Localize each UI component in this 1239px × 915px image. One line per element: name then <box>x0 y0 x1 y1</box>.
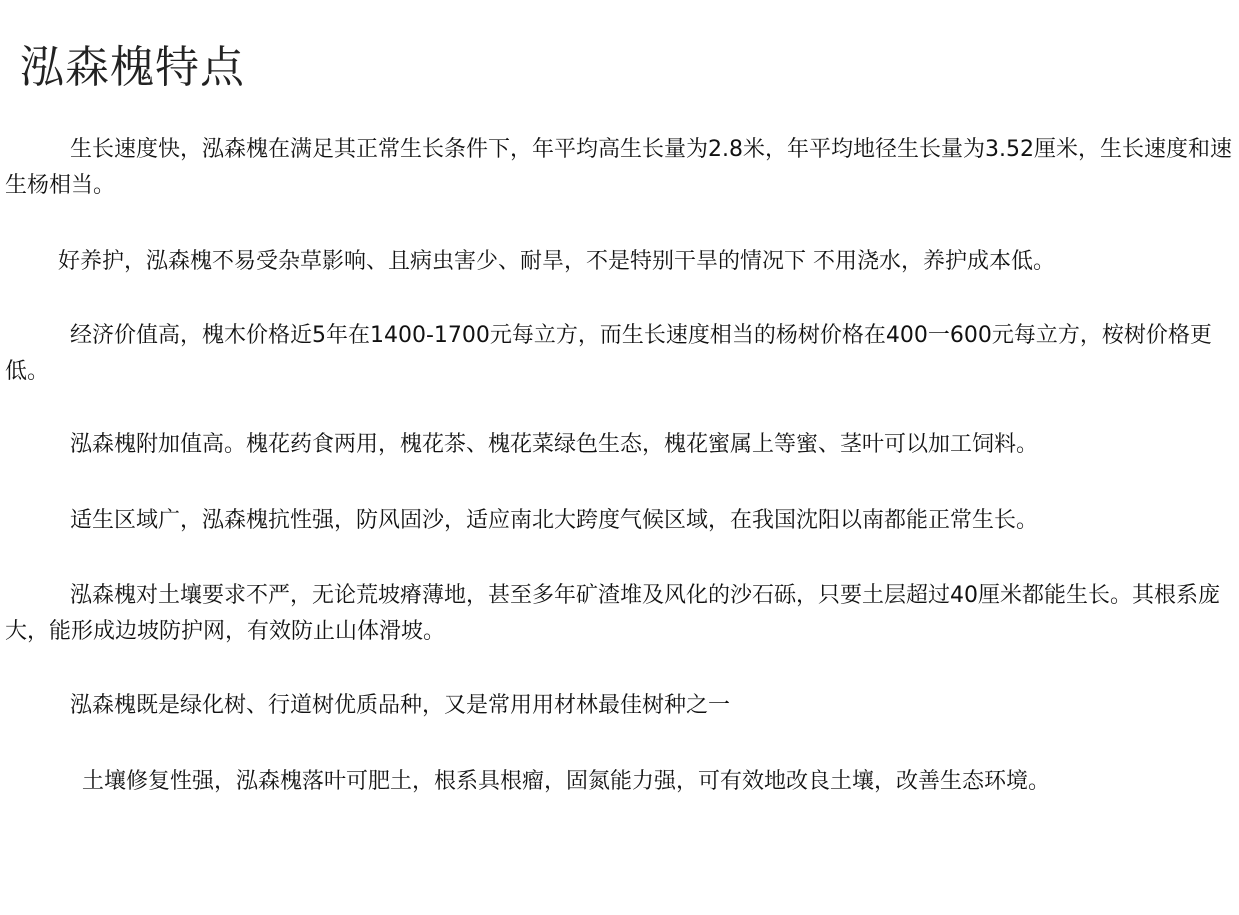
paragraph-easy-maintenance: 好养护，泓森槐不易受杂草影响、且病虫害少、耐旱，不是特别干旱的情况下 不用浇水，养护成本低。 <box>58 249 1055 274</box>
paragraph-soil-requirements: 泓森槐对土壤要求不严，无论荒坡瘠薄地，甚至多年矿渣堆及风化的沙石砾，只要土层超过40厘米都能生长。其根系庞大，能形成边坡防护网，有效防止山体滑坡。 <box>5 583 1220 644</box>
paragraph-economic-value: 经济价值高，槐木价格近5年在1400-1700元每立方，而生长速度相当的杨树价格在400一600元每立方，桉树价格更低。 <box>5 323 1212 384</box>
paragraph-wide-adaptability: 适生区域广，泓森槐抗性强，防风固沙，适应南北大跨度气候区域，在我国沈阳以南都能正常生长。 <box>70 508 1039 533</box>
paragraph-soil-restoration: 土壤修复性强，泓森槐落叶可肥土，根系具根瘤，固氮能力强，可有效地改良土壤，改善生态环境。 <box>82 769 1051 794</box>
paragraph-added-value: 泓森槐附加值高。槐花药食两用，槐花茶、槐花菜绿色生态，槐花蜜属上等蜜、茎叶可以加工饲料。 <box>70 432 1039 457</box>
paragraph-greening-variety: 泓森槐既是绿化树、行道树优质品种，又是常用用材林最佳树种之一 <box>70 693 731 718</box>
paragraph-growth-speed: 生长速度快，泓森槐在满足其正常生长条件下，年平均高生长量为2.8米，年平均地径生长量为3.52厘米，生长速度和速生杨相当。 <box>5 137 1232 198</box>
page-title: 泓森槐特点 <box>20 42 245 93</box>
